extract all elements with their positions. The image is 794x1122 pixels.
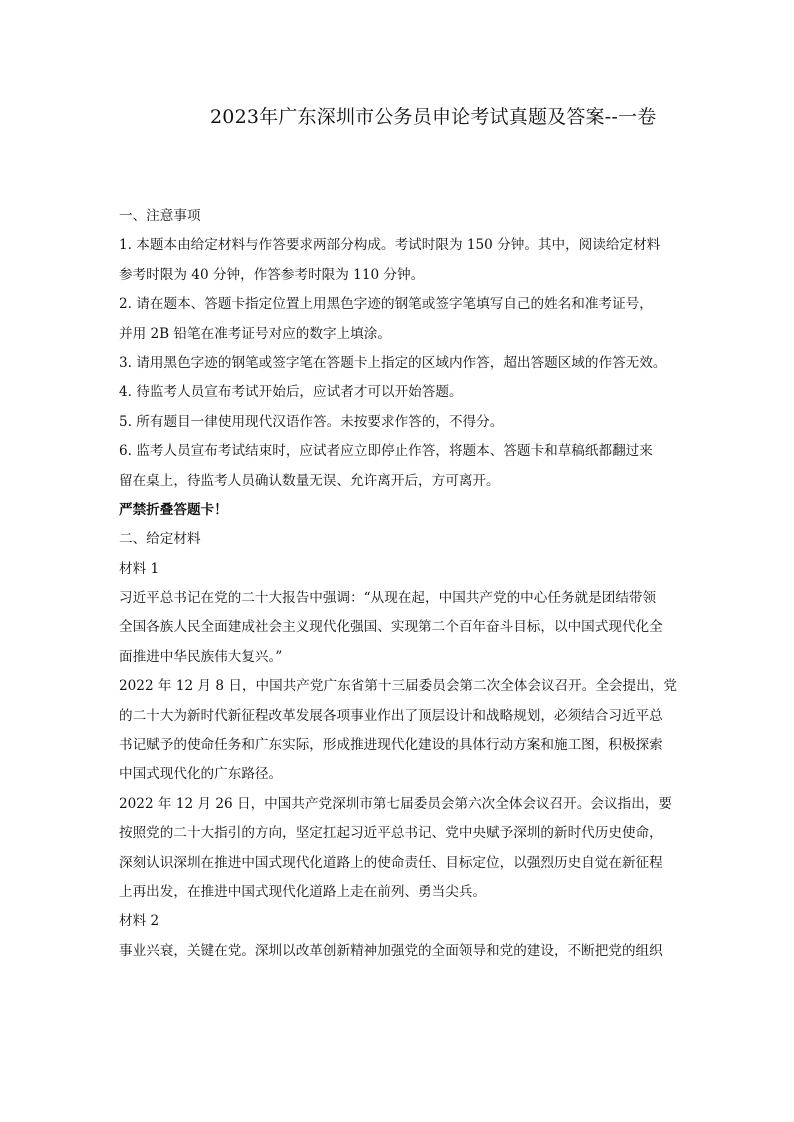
material-heading: 材料 2: [119, 913, 160, 930]
paragraph-line: 面推进中华民族伟大复兴。”: [119, 648, 283, 665]
paragraph-line: 并用 2B 铅笔在准考证号对应的数字上填涂。: [119, 325, 391, 342]
paragraph-line: 留在桌上，待监考人员确认数量无误、允许离开后，方可离开。: [119, 472, 500, 489]
section-heading-notes: 一、注意事项: [119, 208, 201, 224]
paragraph-line: 5. 所有题目一律使用现代汉语作答。未按要求作答的，不得分。: [119, 413, 504, 430]
paragraph-line: 3. 请用黑色字迹的钢笔或签字笔在答题卡上指定的区域内作答，超出答题区域的作答无效。: [119, 354, 667, 371]
paragraph-line: 4. 待监考人员宣布考试开始后，应试者才可以开始答题。: [119, 384, 463, 401]
paragraph-line: 全国各族人民全面建成社会主义现代化强国、实现第二个百年奋斗目标，以中国式现代化全: [119, 619, 663, 636]
document-title: 2023年广东深圳市公务员申论考试真题及答案--一卷: [210, 106, 657, 128]
paragraph-line: 6. 监考人员宣布考试结束时，应试者应立即停止作答，将题本、答题卡和草稿纸都翻过来: [119, 443, 653, 460]
paragraph-line: 上再出发，在推进中国式现代化道路上走在前列、勇当尖兵。: [119, 883, 487, 900]
material-heading: 材料 1: [119, 560, 160, 577]
paragraph-line: 事业兴衰，关键在党。深圳以改革创新精神加强党的全面领导和党的建设，不断把党的组织: [119, 942, 663, 959]
paragraph-line: 1. 本题本由给定材料与作答要求两部分构成。考试时限为 150 分钟。其中，阅读给定材料: [119, 237, 661, 254]
paragraph-line: 书记赋予的使命任务和广东实际，形成推进现代化建设的具体行动方案和施工图，积极探索: [119, 737, 663, 754]
paragraph-line: 2. 请在题本、答题卡指定位置上用黑色字迹的钢笔或签字笔填写自己的姓名和准考证号，: [119, 296, 653, 313]
paragraph-line: 按照党的二十大指引的方向，坚定扛起习近平总书记、党中央赋予深圳的新时代历史使命，: [119, 825, 663, 842]
section-heading-materials: 二、给定材料: [119, 531, 201, 548]
document-body: [119, 202, 689, 966]
paragraph-line: 中国式现代化的广东路径。: [119, 766, 283, 783]
paragraph-line: 的二十大为新时代新征程改革发展各项事业作出了顶层设计和战略规划，必须结合习近平总: [119, 707, 663, 724]
paragraph-line: 深刻认识深圳在推进中国式现代化道路上的使命责任、目标定位，以强烈历史自觉在新征程: [119, 854, 663, 871]
paragraph-line: 习近平总书记在党的二十大报告中强调：“从现在起，中国共产党的中心任务就是团结带领: [119, 590, 657, 607]
paragraph-line: 2022 年 12 月 8 日，中国共产党广东省第十三届委员会第二次全体会议召开。全会提出，党: [119, 678, 677, 695]
paragraph-line: 参考时限为 40 分钟，作答参考时限为 110 分钟。: [119, 266, 425, 283]
paragraph-line: 2022 年 12 月 26 日，中国共产党深圳市第七届委员会第六次全体会议召开。会议指出，要: [119, 795, 672, 812]
warning-line: 严禁折叠答题卡！: [119, 501, 228, 518]
